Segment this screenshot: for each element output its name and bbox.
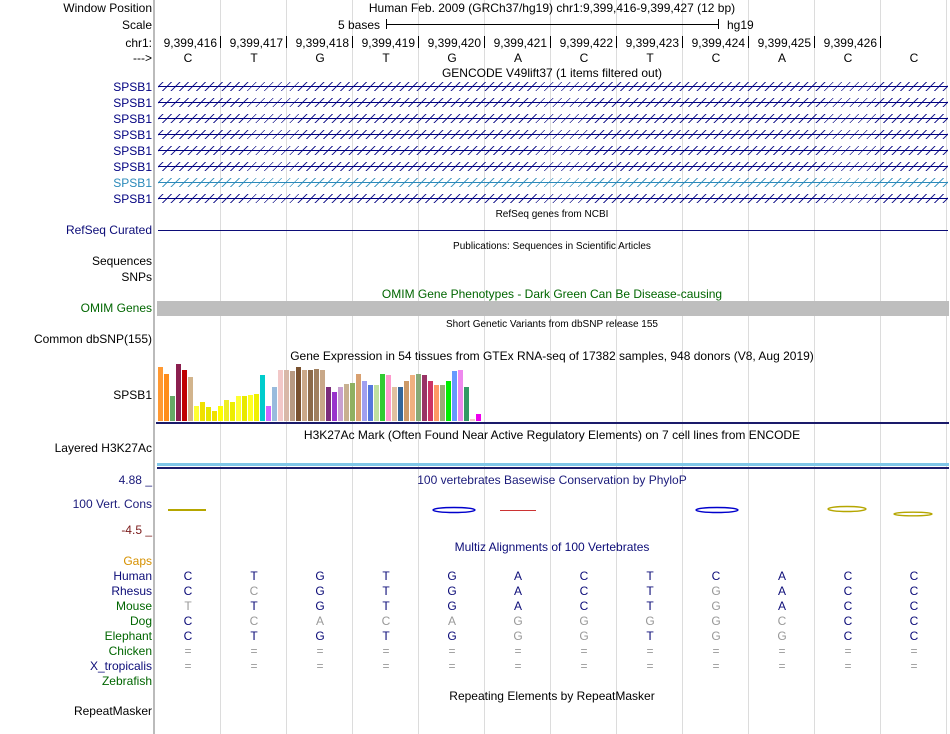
coordinate-tick (418, 36, 419, 48)
multiz-base: G (711, 584, 721, 598)
multiz-base: = (250, 644, 258, 658)
gtex-tissue-bar[interactable] (476, 414, 481, 421)
h3k27ac-baseline (157, 467, 949, 469)
multiz-base: T (646, 569, 654, 583)
grid-line (616, 0, 617, 734)
scale-label: Scale (121, 18, 152, 32)
gencode-title: GENCODE V49lift37 (1 items filtered out) (441, 66, 663, 80)
coordinate-tick (616, 36, 617, 48)
phylop-signal[interactable] (0, 500, 950, 522)
multiz-base: T (646, 629, 654, 643)
coordinate-label: 9,399,418 (295, 36, 349, 50)
multiz-base: = (382, 644, 390, 658)
gtex-tissue-bar[interactable] (452, 371, 457, 421)
multiz-base: = (844, 644, 852, 658)
publications-title: Publications: Sequences in Scientific Articles (453, 241, 651, 252)
multiz-base: G (315, 584, 325, 598)
gencode-strand-arrows (158, 162, 948, 171)
phylop-mark (168, 509, 206, 511)
base-letter: T (646, 51, 654, 65)
multiz-base: G (447, 584, 457, 598)
gtex-tissue-bar[interactable] (224, 400, 229, 421)
gtex-tissue-bar[interactable] (200, 402, 205, 421)
multiz-title: Multiz Alignments of 100 Vertebrates (454, 540, 650, 554)
multiz-base: C (777, 614, 787, 628)
multiz-base: T (646, 599, 654, 613)
gtex-label[interactable]: SPSB1 (113, 388, 152, 402)
multiz-base: = (910, 644, 918, 658)
multiz-base: = (580, 644, 588, 658)
multiz-base: T (646, 584, 654, 598)
gtex-tissue-bar[interactable] (338, 387, 343, 421)
multiz-base: C (711, 569, 721, 583)
gtex-tissue-bar[interactable] (368, 385, 373, 421)
dbsnp-title: Short Genetic Variants from dbSNP release 155 (446, 319, 658, 330)
multiz-base: A (447, 614, 457, 628)
phylop-mark (696, 508, 738, 513)
grid-line (286, 0, 287, 734)
multiz-species-label[interactable]: Zebrafish (101, 674, 152, 688)
multiz-species-label[interactable]: Mouse (115, 599, 152, 613)
multiz-base: A (315, 614, 325, 628)
gtex-tissue-bar[interactable] (254, 394, 259, 421)
gtex-tissue-bar[interactable] (386, 375, 391, 421)
multiz-base: G (315, 629, 325, 643)
multiz-base: G (513, 629, 523, 643)
gtex-tissue-bar[interactable] (194, 406, 199, 421)
gencode-strand-arrows (158, 146, 948, 155)
gtex-tissue-bar[interactable] (164, 374, 169, 421)
multiz-base: C (843, 629, 853, 643)
omim-label[interactable]: OMIM Genes (80, 301, 152, 315)
gtex-tissue-bar[interactable] (344, 384, 349, 421)
scale-bar (386, 24, 719, 25)
gtex-tissue-bar[interactable] (170, 396, 175, 421)
multiz-base: = (646, 659, 654, 673)
gtex-tissue-bar[interactable] (458, 370, 463, 421)
multiz-species-label[interactable]: Dog (129, 614, 152, 628)
gtex-tissue-bar[interactable] (284, 370, 289, 421)
gtex-tissue-bar[interactable] (356, 374, 361, 421)
gtex-tissue-bar[interactable] (320, 370, 325, 421)
coordinate-tick (748, 36, 749, 48)
phylop-mark (500, 510, 536, 511)
refseq-title: RefSeq genes from NCBI (495, 209, 609, 220)
multiz-base: G (711, 614, 721, 628)
base-letter: T (250, 51, 258, 65)
base-letter: A (777, 51, 787, 65)
gencode-strand-arrows (158, 114, 948, 123)
multiz-base: C (843, 599, 853, 613)
multiz-base: A (513, 599, 523, 613)
gtex-tissue-bar[interactable] (332, 392, 337, 421)
coordinate-label: 9,399,425 (757, 36, 811, 50)
base-letter: C (909, 51, 919, 65)
phylop-mark (894, 512, 932, 516)
coordinate-label: 9,399,417 (229, 36, 283, 50)
grid-line (880, 0, 881, 734)
multiz-species-label[interactable]: Rhesus (111, 584, 152, 598)
multiz-base: T (250, 569, 258, 583)
grid-line (814, 0, 815, 734)
multiz-base: G (711, 629, 721, 643)
multiz-base: C (579, 569, 589, 583)
grid-line (946, 0, 947, 734)
coordinate-tick (220, 36, 221, 48)
gtex-tissue-bar[interactable] (272, 387, 277, 421)
multiz-base: T (250, 599, 258, 613)
multiz-base: G (711, 599, 721, 613)
gencode-gene-label[interactable]: SPSB1 (113, 144, 152, 158)
gencode-gene-label[interactable]: SPSB1 (113, 96, 152, 110)
multiz-base: = (844, 659, 852, 673)
multiz-base: C (381, 614, 391, 628)
coordinate-label: 9,399,419 (361, 36, 415, 50)
omim-gene-bar[interactable] (157, 301, 949, 316)
multiz-base: C (249, 614, 259, 628)
multiz-base: G (447, 629, 457, 643)
gtex-tissue-bar[interactable] (362, 381, 367, 421)
base-letter: C (183, 51, 193, 65)
multiz-base: C (909, 614, 919, 628)
multiz-base: = (448, 644, 456, 658)
multiz-base: A (513, 569, 523, 583)
phylop-max-label: 4.88 _ (118, 473, 152, 487)
multiz-base: = (382, 659, 390, 673)
gtex-gene-line (156, 422, 949, 424)
base-letter: C (711, 51, 721, 65)
gtex-tissue-bar[interactable] (446, 381, 451, 421)
dbsnp-label[interactable]: Common dbSNP(155) (33, 332, 152, 346)
grid-line (220, 0, 221, 734)
gtex-tissue-bar[interactable] (434, 385, 439, 421)
label-separator (153, 0, 155, 734)
repeatmasker-label[interactable]: RepeatMasker (73, 704, 152, 718)
coordinate-label: 9,399,420 (427, 36, 481, 50)
multiz-base: = (250, 659, 258, 673)
grid-line (484, 0, 485, 734)
multiz-base: = (712, 644, 720, 658)
multiz-base: G (645, 614, 655, 628)
gtex-tissue-bar[interactable] (422, 375, 427, 421)
base-letter: A (513, 51, 523, 65)
multiz-species-label[interactable]: X_tropicalis (89, 659, 152, 673)
gtex-tissue-bar[interactable] (266, 406, 271, 421)
coordinate-label: 9,399,422 (559, 36, 613, 50)
multiz-base: T (382, 584, 390, 598)
multiz-base: = (514, 659, 522, 673)
base-letter: C (579, 51, 589, 65)
multiz-species-label[interactable]: Human (113, 569, 152, 583)
multiz-base: C (909, 569, 919, 583)
scale-bar-tick-right (718, 19, 719, 29)
coordinate-label: 9,399,416 (163, 36, 217, 50)
multiz-base: G (579, 614, 589, 628)
refseq-gene-line[interactable] (158, 230, 948, 231)
scale-text: 5 bases (338, 18, 381, 32)
multiz-base: A (777, 569, 787, 583)
multiz-base: C (909, 584, 919, 598)
coordinate-tick (814, 36, 815, 48)
omim-title: OMIM Gene Phenotypes - Dark Green Can Be Disease-causing (381, 287, 723, 301)
multiz-base: = (316, 644, 324, 658)
gtex-tissue-bar[interactable] (260, 375, 265, 421)
grid-line (550, 0, 551, 734)
window-position-label: Window Position (63, 1, 152, 15)
multiz-base: = (778, 644, 786, 658)
h3k27ac-label[interactable]: Layered H3K27Ac (54, 441, 152, 455)
h3k27ac-title: H3K27Ac Mark (Often Found Near Active Regulatory Elements) on 7 cell lines from ENCODE (303, 428, 801, 442)
publications-snps-label[interactable]: SNPs (121, 270, 152, 284)
gtex-tissue-bar[interactable] (296, 367, 301, 421)
gtex-tissue-bar[interactable] (416, 374, 421, 421)
base-letter: T (382, 51, 390, 65)
coordinate-label: 9,399,423 (625, 36, 679, 50)
gencode-gene-label[interactable]: SPSB1 (113, 128, 152, 142)
multiz-base: C (909, 599, 919, 613)
multiz-base: C (843, 569, 853, 583)
gtex-tissue-bar[interactable] (308, 370, 313, 421)
phylop-mark (828, 507, 866, 512)
gtex-tissue-bar[interactable] (350, 383, 355, 421)
multiz-base: C (843, 584, 853, 598)
multiz-base: G (447, 569, 457, 583)
gtex-tissue-bar[interactable] (374, 385, 379, 421)
multiz-base: C (909, 629, 919, 643)
gtex-tissue-bar[interactable] (230, 402, 235, 421)
multiz-gaps-label[interactable]: Gaps (123, 554, 152, 568)
gencode-gene-label[interactable]: SPSB1 (113, 80, 152, 94)
coordinate-tick (286, 36, 287, 48)
gtex-tissue-bar[interactable] (206, 407, 211, 421)
gtex-tissue-bar[interactable] (404, 381, 409, 421)
base-letter: G (447, 51, 457, 65)
gtex-tissue-bar[interactable] (464, 387, 469, 421)
phylop-mark (433, 508, 475, 513)
multiz-base: = (184, 644, 192, 658)
coordinate-tick (352, 36, 353, 48)
gencode-gene-label[interactable]: SPSB1 (113, 192, 152, 206)
multiz-base: = (580, 659, 588, 673)
multiz-base: G (777, 629, 787, 643)
multiz-base: = (448, 659, 456, 673)
grid-line (682, 0, 683, 734)
gtex-tissue-bar[interactable] (236, 396, 241, 421)
gtex-tissue-bar[interactable] (158, 367, 163, 421)
strand-label: ---> (133, 51, 152, 65)
multiz-base: C (183, 569, 193, 583)
multiz-base: G (315, 599, 325, 613)
gtex-tissue-bar[interactable] (188, 377, 193, 421)
multiz-base: T (382, 629, 390, 643)
gtex-tissue-bar[interactable] (242, 396, 247, 421)
gtex-tissue-bar[interactable] (380, 374, 385, 421)
coordinate-label: 9,399,424 (691, 36, 745, 50)
multiz-species-label[interactable]: Elephant (104, 629, 152, 643)
gtex-tissue-bar[interactable] (212, 411, 217, 421)
gencode-strand-arrows (158, 82, 948, 91)
multiz-base: C (183, 629, 193, 643)
coordinate-tick (880, 36, 881, 48)
multiz-base: = (646, 644, 654, 658)
grid-line (418, 0, 419, 734)
multiz-base: C (183, 614, 193, 628)
multiz-species-label[interactable]: Chicken (108, 644, 152, 658)
chr-label: chr1: (125, 36, 152, 50)
base-letter: G (315, 51, 325, 65)
gtex-tissue-bar[interactable] (290, 371, 295, 421)
multiz-base: C (183, 584, 193, 598)
gencode-gene-label[interactable]: SPSB1 (113, 176, 152, 190)
h3k27ac-signal[interactable] (157, 463, 949, 466)
gtex-tissue-bar[interactable] (182, 370, 187, 421)
gencode-gene-label[interactable]: SPSB1 (113, 160, 152, 174)
gtex-tissue-bar[interactable] (278, 370, 283, 421)
gtex-tissue-bar[interactable] (392, 387, 397, 421)
gtex-title: Gene Expression in 54 tissues from GTEx RNA-seq of 17382 samples, 948 donors (V8, Aug 2019) (290, 349, 814, 363)
gtex-tissue-bar[interactable] (470, 419, 475, 421)
multiz-base: T (382, 569, 390, 583)
phylop-label[interactable]: 100 Vert. Cons (72, 497, 152, 511)
position-title[interactable]: Human Feb. 2009 (GRCh37/hg19) chr1:9,399,416-9,399,427 (12 bp) (368, 1, 736, 15)
coordinate-label: 9,399,426 (823, 36, 877, 50)
gtex-tissue-bar[interactable] (314, 369, 319, 421)
gtex-tissue-bar[interactable] (398, 387, 403, 421)
base-letter: C (843, 51, 853, 65)
multiz-base: A (777, 599, 787, 613)
phylop-min-label: -4.5 _ (121, 523, 152, 537)
gtex-tissue-bar[interactable] (302, 370, 307, 421)
multiz-base: A (777, 584, 787, 598)
multiz-base: G (315, 569, 325, 583)
gencode-strand-arrows (158, 194, 948, 203)
grid-line (748, 0, 749, 734)
gencode-strand-arrows (158, 130, 948, 139)
publications-sequences-label[interactable]: Sequences (91, 254, 152, 268)
coordinate-tick (550, 36, 551, 48)
multiz-base: G (579, 629, 589, 643)
multiz-base: G (447, 599, 457, 613)
multiz-base: = (910, 659, 918, 673)
gtex-tissue-bar[interactable] (440, 385, 445, 421)
gtex-tissue-bar[interactable] (176, 364, 181, 421)
gtex-tissue-bar[interactable] (428, 381, 433, 421)
coordinate-label: 9,399,421 (493, 36, 547, 50)
multiz-base: = (514, 644, 522, 658)
multiz-base: = (778, 659, 786, 673)
multiz-base: C (843, 614, 853, 628)
multiz-base: G (513, 614, 523, 628)
gencode-gene-label[interactable]: SPSB1 (113, 112, 152, 126)
gtex-tissue-bar[interactable] (248, 395, 253, 421)
multiz-base: = (712, 659, 720, 673)
refseq-label[interactable]: RefSeq Curated (65, 223, 152, 237)
multiz-base: C (579, 599, 589, 613)
coordinate-tick (484, 36, 485, 48)
gtex-tissue-bar[interactable] (218, 406, 223, 421)
multiz-base: = (316, 659, 324, 673)
multiz-base: C (249, 584, 259, 598)
phylop-title: 100 vertebrates Basewise Conservation by PhyloP (417, 473, 687, 487)
multiz-base: T (382, 599, 390, 613)
assembly-label: hg19 (727, 18, 754, 32)
gtex-tissue-bar[interactable] (410, 375, 415, 421)
scale-bar-tick-left (386, 19, 387, 29)
grid-line (352, 0, 353, 734)
gencode-strand-arrows (158, 98, 948, 107)
multiz-base: = (184, 659, 192, 673)
multiz-base: T (184, 599, 192, 613)
multiz-base: C (579, 584, 589, 598)
repeatmasker-title: Repeating Elements by RepeatMasker (449, 689, 655, 703)
gencode-strand-arrows (158, 178, 948, 187)
multiz-base: A (513, 584, 523, 598)
gtex-tissue-bar[interactable] (326, 387, 331, 421)
multiz-base: T (250, 629, 258, 643)
coordinate-tick (682, 36, 683, 48)
